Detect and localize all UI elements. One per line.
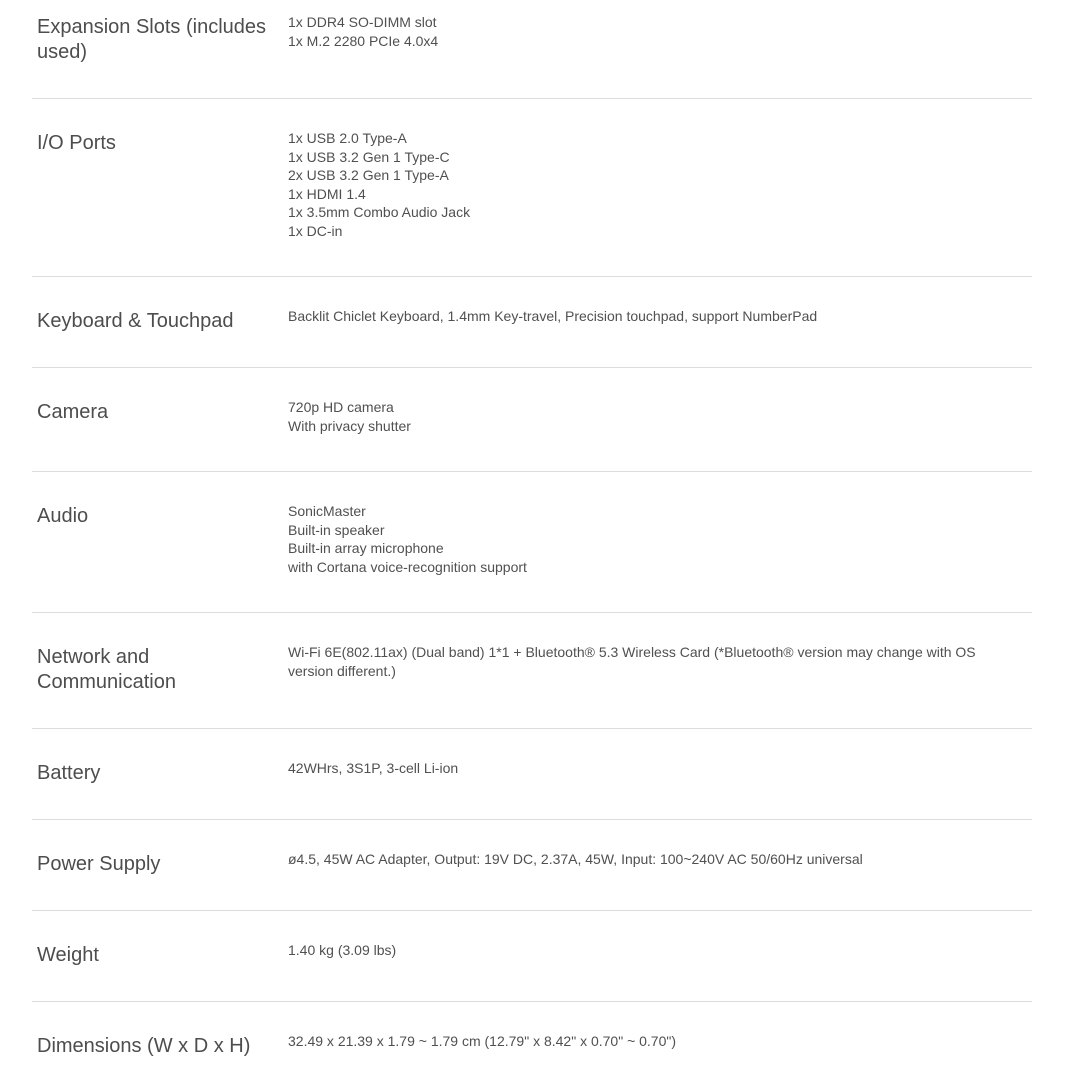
- spec-value-line: 32.49 x 21.39 x 1.79 ~ 1.79 cm (12.79" x 8.42" x 0.70" ~ 0.70"): [288, 1033, 677, 1049]
- spec-value: [288, 129, 1023, 240]
- spec-value-line: Built-in speaker: [288, 521, 385, 538]
- spec-value-line: 1x USB 3.2 Gen 1 Type-C: [288, 148, 450, 165]
- spec-label: Keyboard & Touchpad: [37, 310, 234, 332]
- spec-value: [288, 398, 1023, 435]
- spec-value-line: 1x USB 2.0 Type-A: [288, 130, 407, 146]
- spec-row-keyboard-touchpad: [32, 277, 1032, 368]
- spec-row-battery: [32, 729, 1032, 820]
- spec-value: [288, 759, 1023, 778]
- spec-label: Dimensions (W x D x H): [37, 1035, 251, 1057]
- spec-value: [288, 643, 1023, 680]
- spec-value: [288, 850, 1023, 869]
- spec-value: [288, 1032, 1023, 1051]
- spec-value-line: 1x DDR4 SO-DIMM slot: [288, 14, 437, 30]
- spec-label: Power Supply: [37, 853, 161, 875]
- spec-value-line: 1x M.2 2280 PCIe 4.0x4: [288, 32, 439, 49]
- spec-value: [288, 502, 1023, 576]
- spec-value-line: 1x HDMI 1.4: [288, 185, 366, 202]
- spec-value-line: 1x DC-in: [288, 222, 343, 239]
- spec-row-camera: [32, 368, 1032, 472]
- spec-value-line: Built-in array microphone: [288, 540, 444, 556]
- spec-label: Weight: [37, 944, 99, 966]
- spec-value-line: 720p HD camera: [288, 399, 394, 415]
- spec-value-line: 1.40 kg (3.09 lbs): [288, 942, 397, 958]
- spec-row-io-ports: [32, 99, 1032, 277]
- spec-row-weight: [32, 911, 1032, 1002]
- spec-label: I/O Ports: [37, 132, 116, 154]
- spec-value-line: 42WHrs, 3S1P, 3-cell Li-ion: [288, 760, 459, 776]
- spec-value-line: 2x USB 3.2 Gen 1 Type-A: [288, 167, 449, 183]
- spec-label: Network and Communication: [37, 646, 176, 693]
- spec-row-network: [32, 613, 1032, 729]
- spec-value-line: with Cortana voice-recognition support: [288, 558, 527, 575]
- spec-value: [288, 13, 1023, 50]
- spec-value-line: 1x 3.5mm Combo Audio Jack: [288, 204, 471, 220]
- spec-value: [288, 941, 1023, 960]
- spec-row-power-supply: [32, 820, 1032, 911]
- spec-value-line: Backlit Chiclet Keyboard, 1.4mm Key-travel, Precision touchpad, support NumberPad: [288, 308, 818, 324]
- spec-row-dimensions: [32, 1002, 1032, 1080]
- spec-label: Camera: [37, 401, 109, 423]
- spec-row-expansion-slots: [32, 0, 1032, 99]
- spec-value-line: With privacy shutter: [288, 417, 411, 434]
- spec-label: Audio: [37, 505, 89, 527]
- spec-value-line: SonicMaster: [288, 503, 366, 519]
- spec-value-line: Wi-Fi 6E(802.11ax) (Dual band) 1*1 + Bluetooth® 5.3 Wireless Card (*Bluetooth® version may change with OS version different.): [288, 644, 976, 679]
- spec-label: Battery: [37, 762, 101, 784]
- spec-value-line: ø4.5, 45W AC Adapter, Output: 19V DC, 2.37A, 45W, Input: 100~240V AC 50/60Hz universal: [288, 851, 863, 867]
- spec-value: [288, 307, 1023, 326]
- spec-row-audio: [32, 472, 1032, 613]
- spec-label: Expansion Slots (includes used): [37, 16, 267, 63]
